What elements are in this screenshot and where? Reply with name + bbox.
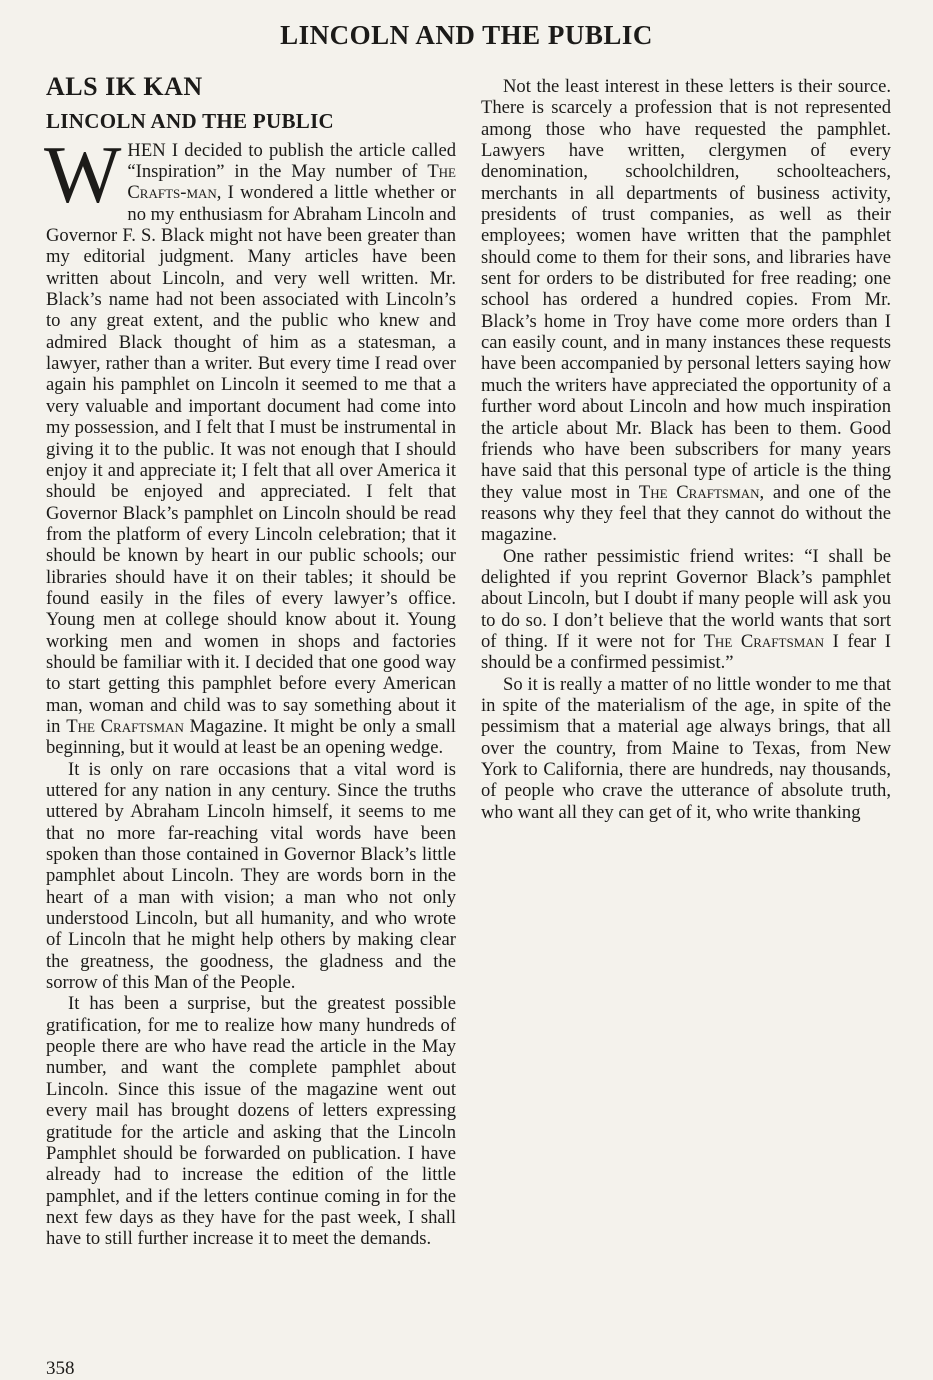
right-column: [481, 76, 891, 823]
drop-cap: W: [44, 128, 122, 220]
paragraph-3: It has been a surprise, but the greatest possible gratification, for me to realize how many hundreds of people there are who have read the article in the May number, and want the complete pamphlet about Lincoln. Since this issue of the magazine went out every mail has brought dozens of letters expressing gratitude for the article and asking that the Lincoln Pamphlet should be forwarded on publication. I have already had to increase the edition of the little pamphlet, and if the letters continue coming in for the next few days as they have for the past week, I shall have to still further increase it to meet the demands.: [46, 993, 456, 1250]
article-title: ALS IK KAN: [46, 72, 203, 101]
left-column: [46, 74, 456, 1250]
paragraph-5: One rather pessimistic friend writes: “I shall be delighted if you reprint Governor Black’s pamphlet about Lincoln, but I doubt if many people will ask you to do so. I don’t believe that the world wants that sort of thing. If it were not for The Craftsman I fear I should be a confirmed pessimist.”: [481, 545, 891, 674]
magazine-name: The Crafts-man: [127, 161, 456, 204]
paragraph-2: It is only on rare occasions that a vital word is uttered for any nation in any century. Since the truths uttered by Abraham Lincoln himself, it seems to me that no more far-reaching vital words have been spoken than those contained in Governor Black’s little pamphlet about Lincoln. They are words born in the heart of a man with vision; a man who not only understood Lincoln, but all humanity, and who wrote of Lincoln that he might help others by making clear the greatness, the goodness, the gladness and the sorrow of this Man of the People.: [46, 758, 456, 994]
page-number: 358: [46, 1358, 75, 1379]
paragraph-4: Not the least interest in these letters is their source. There is scarcely a profession that is not represented among those who have requested the pamphlet. Lawyers have written, clergymen of every denomination, schoolchildren, schoolteachers, merchants in all departments of business activity, presidents of trust companies, as well as their employees; women have written that the pamphlet should come to them for their sons, and libraries have sent for orders to be distributed for free reading; one school has ordered a hundred copies. From Mr. Black’s home in Troy have come more orders than I can easily count, and in many instances these requests have been accompanied by personal letters saying how much the writers have appreciated the opportunity of a further word about Lincoln and how much inspiration the article about Mr. Black has been to them. Good friends who have been subscribers for many years have said that this personal type of article is the thing they value most in The Craftsman, and one of the reasons why they feel that they cannot do without the magazine.: [481, 76, 891, 546]
article-subtitle: LINCOLN AND THE PUBLIC: [46, 109, 335, 134]
magazine-name: The Craftsman: [66, 715, 184, 737]
magazine-name: The Craftsman: [638, 481, 760, 503]
paragraph-1: WHEN I decided to publish the article called “Inspiration” in the May number of The Crafts-man, I wondered a little whether or no my enthusiasm for Abraham Lincoln and Governor F. S. Black might not have been greater than my editorial judgment. Many articles have been written about Lincoln, and very well written. Mr. Black’s name had not been associated with Lincoln’s to any great extent, and the public who knew and admired Black thought of him as a statesman, a lawyer, rather than a writer. But every time I read over again his pamphlet on Lincoln it seemed to me that a very valuable and important document had come into my possession, and I felt that I must be instrumental in giving it to the public. It was not enough that I should enjoy it and appreciate it; I felt that all over America it should be enjoyed and appreciated. I felt that Governor Black’s pamphlet on Lincoln should be read from the platform of every Lincoln celebration; that it should be known by heart in our public schools; our libraries should have it on their tables; it should be found easily in the files of every lawyer’s office. Young men at college should know about it. Young working men and women in shops and factories should be familiar with it. I decided that one good way to start getting this pamphlet before every American man, woman and child was to say something about it in The Craftsman Magazine. It might be only a small beginning, but it would at least be an opening wedge.: [44, 128, 456, 759]
magazine-name: The Craftsman: [703, 630, 825, 652]
paragraph-6: So it is really a matter of no little wonder to me that in spite of the materialism of the age, in spite of the pessimism that a material age always brings, that all over the country, from Maine to Texas, from New York to California, there are hundreds, nay thousands, of people who crave the utterance of absolute truth, who want all they can get of it, who write thanking: [481, 673, 891, 823]
running-head: LINCOLN AND THE PUBLIC: [280, 20, 653, 50]
